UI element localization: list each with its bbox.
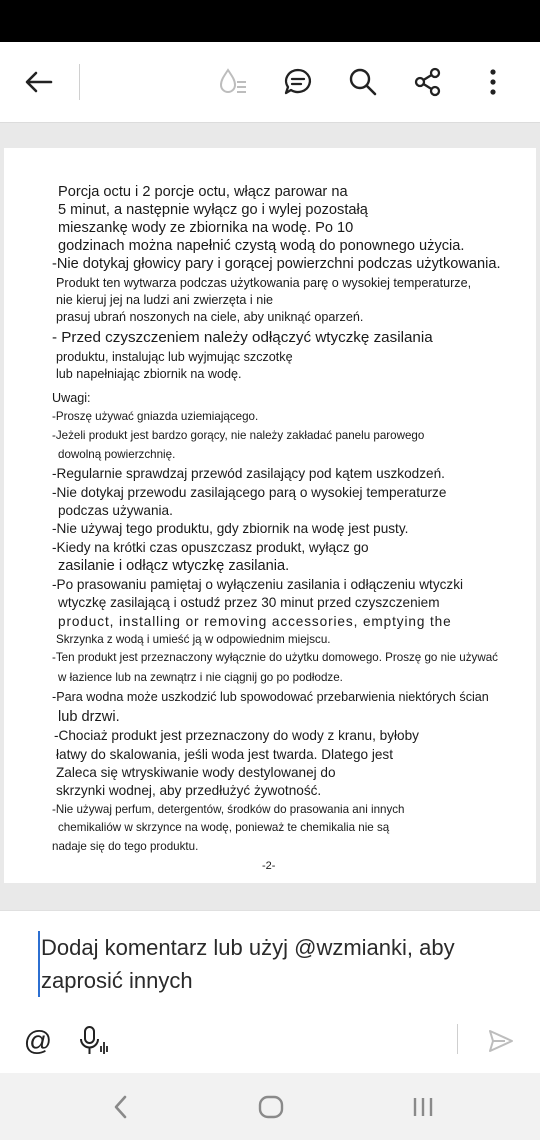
document-viewer[interactable] [0,123,540,910]
doc-line: -Proszę używać gniazda uziemiającego. [52,410,259,423]
doc-line: -Po prasowaniu pamiętaj o wyłączeniu zasilania i odłączeniu wtyczki [52,577,464,592]
doc-line: Skrzynka z wodą i umieść ją w odpowiednim miejscu. [56,633,331,646]
doc-line: nie kieruj jej na ludzi ani zwierzęta i nie [56,293,274,307]
voice-input-button[interactable] [74,1021,114,1061]
doc-line: -Regularnie sprawdzaj przewód zasilający pod kątem uszkodzeń. [52,466,445,481]
back-arrow-icon[interactable] [19,62,59,102]
doc-line: -Kiedy na krótki czas opuszczasz produkt, wyłącz go [52,540,369,555]
toolbar-divider [79,64,80,100]
doc-line: -Nie dotykaj przewodu zasilającego parą o wysokiej temperaturze [52,485,447,500]
doc-line: -Ten produkt jest przeznaczony wyłącznie do użytku domowego. Proszę go nie używać [52,651,498,664]
doc-line: -Nie dotykaj głowicy pary i gorącej powierzchni podczas użytkowania. [52,256,501,272]
comment-divider [457,1024,458,1054]
doc-line: wtyczkę zasilającą i ostudź przez 30 minut przed czyszczeniem [58,595,440,610]
droplet-list-icon[interactable] [213,62,253,102]
more-vertical-icon[interactable] [473,62,513,102]
doc-line: produktu, instalując lub wyjmując szczotkę [56,350,293,364]
microphone-icon [77,1024,111,1058]
system-nav-bar [0,1073,540,1140]
doc-line: lub drzwi. [58,709,120,725]
doc-line: mieszankę wody ze zbiornika na wodę. Po 10 [58,220,354,236]
at-sign-icon: @ [23,1025,53,1056]
doc-line: -Chociaż produkt jest przeznaczony do wody z kranu, byłoby [54,728,419,743]
comment-input[interactable]: Dodaj komentarz lub użyj @wzmianki, aby zaprosić innych [38,931,511,997]
send-button[interactable] [481,1021,521,1061]
doc-line: -Nie używaj tego produktu, gdy zbiornik na wodę jest pusty. [52,521,409,536]
mention-button[interactable] [18,1021,58,1061]
document-page [4,148,536,883]
page-number: -2- [262,860,276,872]
doc-line: skrzynki wodnej, aby przedłużyć żywotność. [56,783,322,798]
doc-line: zasilanie i odłącz wtyczkę zasilania. [58,558,290,574]
send-icon [487,1028,515,1054]
doc-line: product, installing or removing accessories, emptying the [58,614,452,629]
doc-line: -Nie używaj perfum, detergentów, środków do prasowania ani innych [52,803,405,816]
doc-line: prasuj ubrań noszonych na ciele, aby uniknąć oparzeń. [56,310,364,324]
doc-line: lub napełniając zbiornik na wodę. [56,367,242,381]
doc-line: chemikaliów w skrzynce na wodę, ponieważ te chemikalia nie są [58,821,390,834]
doc-line: Uwagi: [52,391,91,405]
top-toolbar [0,42,540,123]
search-icon[interactable] [343,62,383,102]
doc-line: łatwy do skalowania, jeśli woda jest twarda. Dlatego jest [56,747,393,762]
doc-line: -Para wodna może uszkodzić lub spowodować przebarwienia niektórych ścian [52,690,489,704]
doc-line: -Jeżeli produkt jest bardzo gorący, nie należy zakładać panelu parowego [52,429,425,442]
doc-line: godzinach można napełnić czystą wodą do ponownego użycia. [58,238,465,254]
recents-icon[interactable] [403,1087,443,1127]
doc-line: Porcja octu i 2 porcje octu, włącz parowar na [58,184,348,200]
back-chevron-icon[interactable] [101,1087,141,1127]
doc-line: Zaleca się wtryskiwanie wody destylowanej do [56,765,336,780]
doc-line: nadaje się do tego produktu. [52,840,199,853]
home-icon[interactable] [251,1087,291,1127]
doc-line: podczas używania. [58,503,173,518]
doc-line: Produkt ten wytwarza podczas użytkowania parę o wysokiej temperaturze, [56,276,472,290]
status-bar [0,0,540,42]
comment-icon[interactable] [278,62,318,102]
comment-panel [0,910,540,1074]
doc-line: w łazience lub na zewnątrz i nie ciągnij go po podłodze. [58,671,343,684]
doc-line: dowolną powierzchnię. [58,448,176,461]
share-icon[interactable] [408,62,448,102]
doc-line: - Przed czyszczeniem należy odłączyć wtyczkę zasilania [52,329,433,346]
doc-line: 5 minut, a następnie wyłącz go i wylej pozostałą [58,202,368,218]
